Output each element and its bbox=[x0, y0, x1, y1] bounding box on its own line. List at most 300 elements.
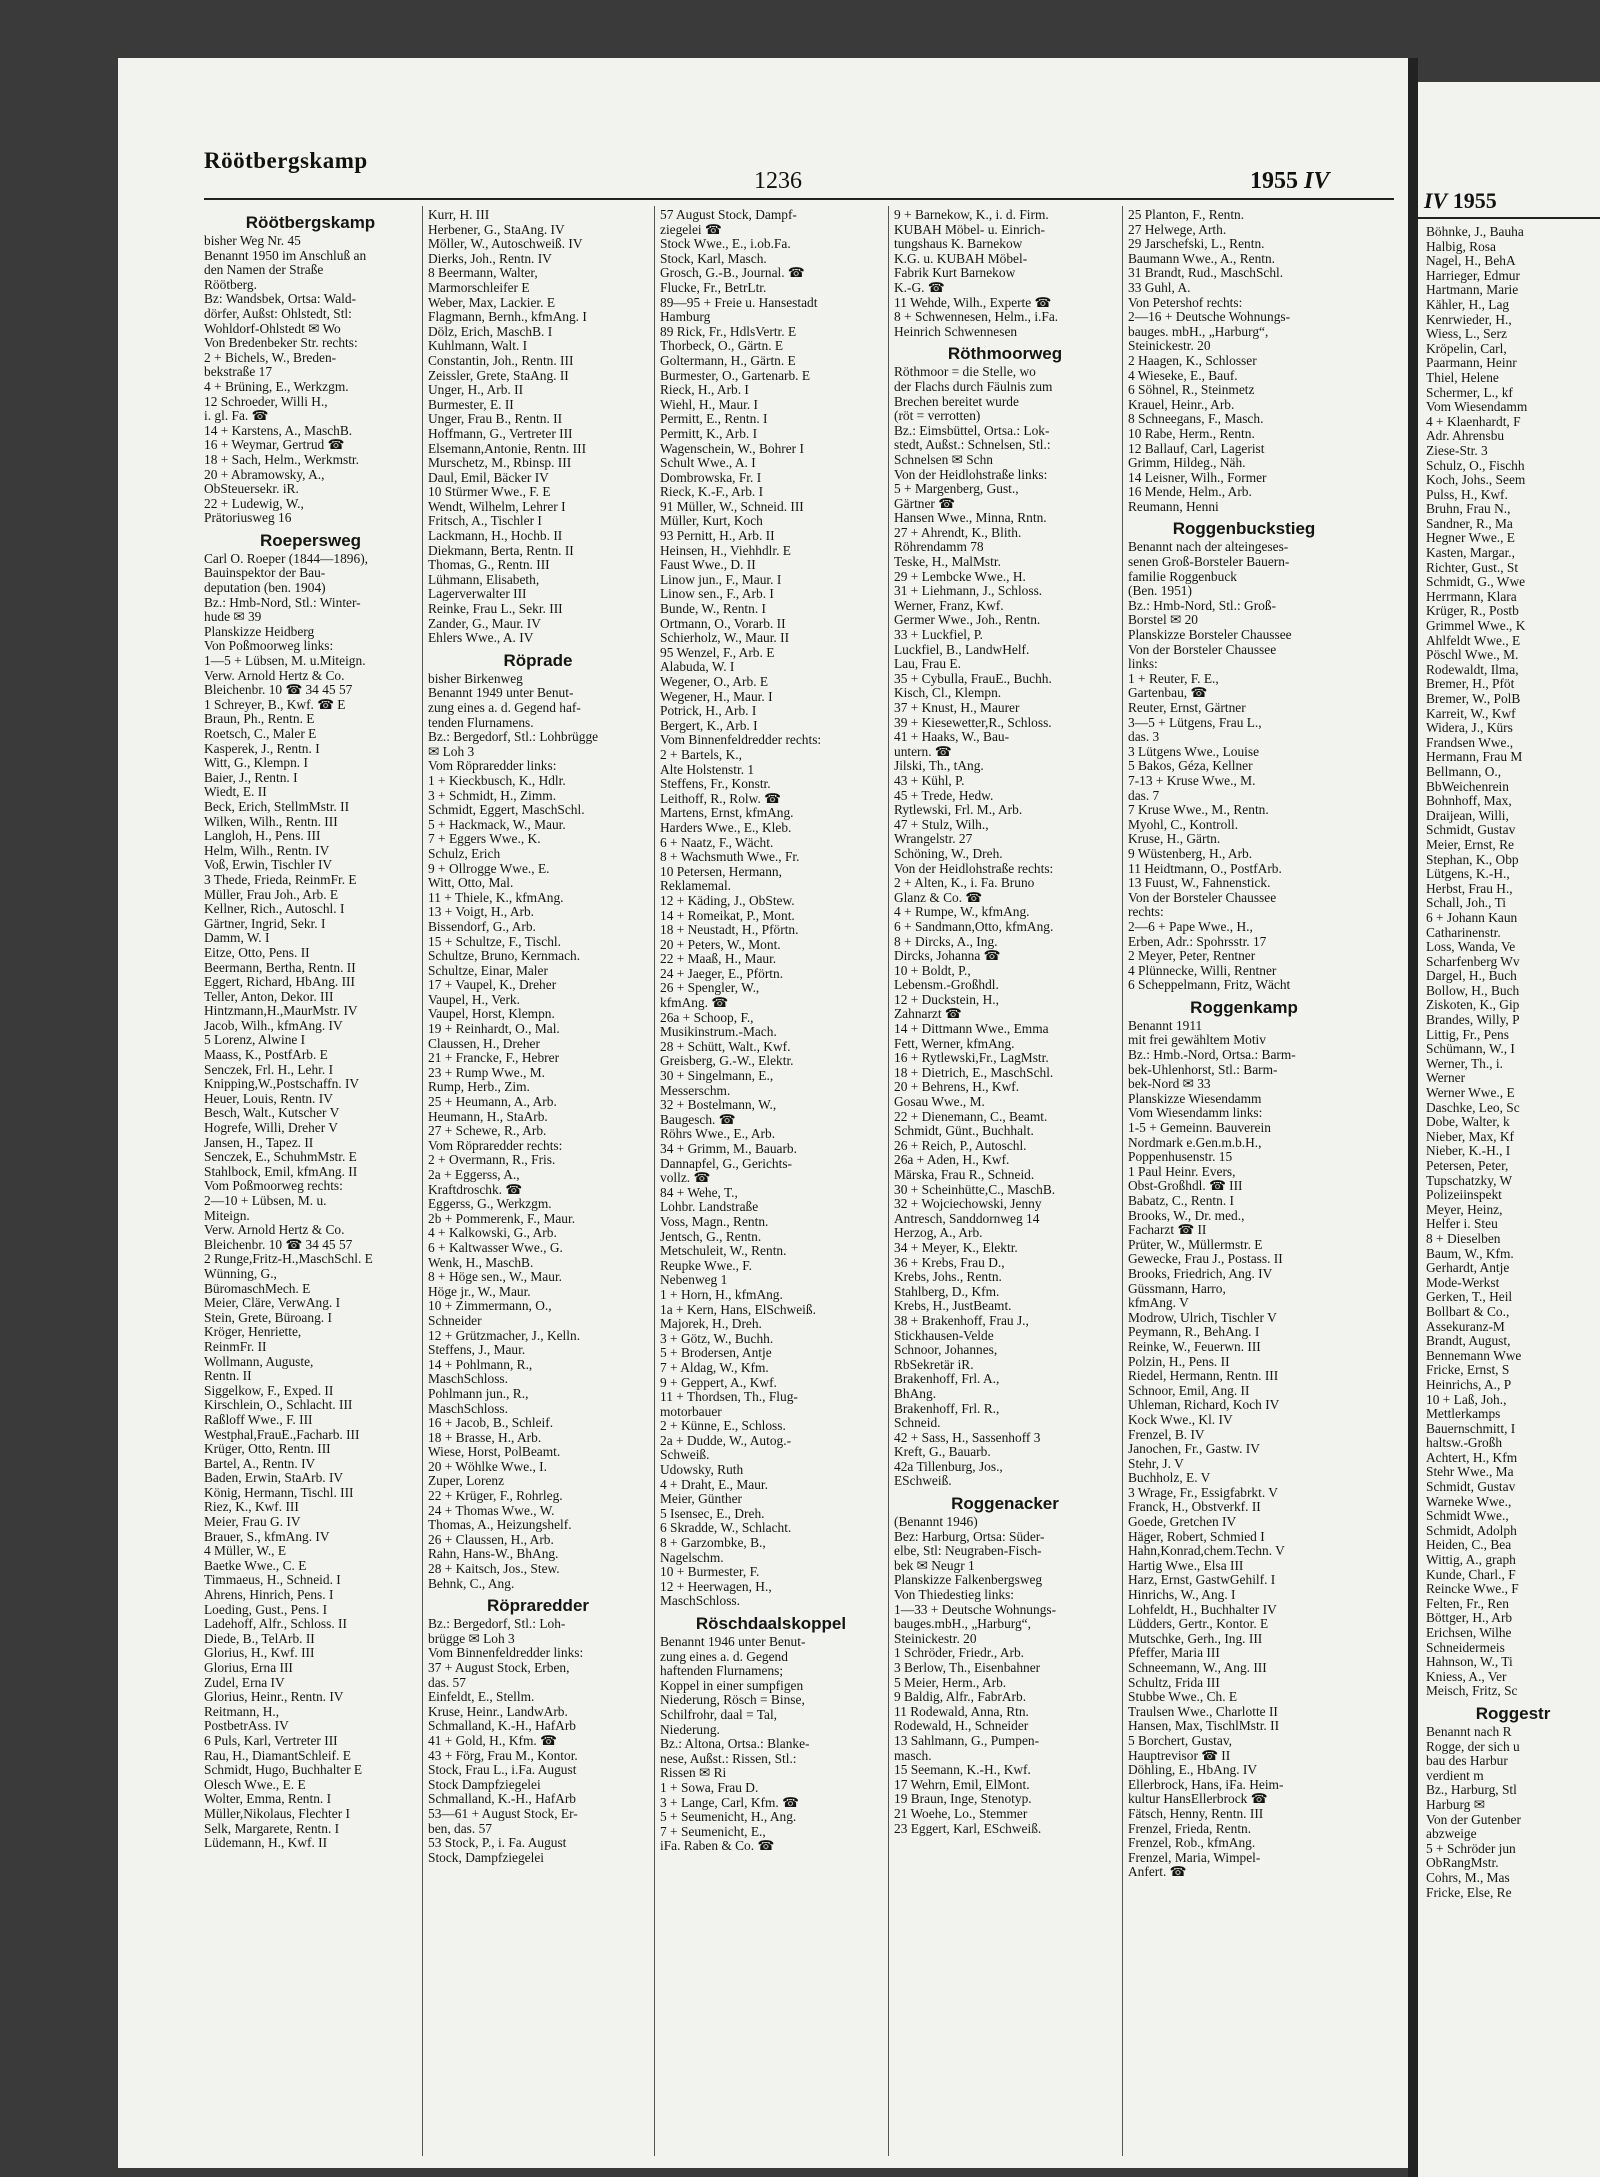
directory-line: 42 + Sass, H., Sassenhoff 3 bbox=[894, 1430, 1041, 1445]
directory-line: bauges. mbH., „Harburg“, bbox=[1128, 324, 1269, 339]
directory-line: Hermann, Frau M bbox=[1426, 750, 1523, 765]
directory-line: BüromaschMech. E bbox=[204, 1281, 311, 1296]
directory-line: Pohlmann jun., R., bbox=[428, 1386, 529, 1401]
directory-line: abzweige bbox=[1426, 1827, 1477, 1842]
directory-line: 34 + Grimm, M., Bauarb. bbox=[660, 1142, 797, 1156]
directory-line: 5 + Seumenicht, H., Ang. bbox=[660, 1810, 797, 1825]
directory-line: Stahlbock, Emil, kfmAng. II bbox=[204, 1164, 358, 1179]
directory-line: Olesch Wwe., E. E bbox=[204, 1777, 306, 1792]
directory-line: Stock Wwe., E., i.ob.Fa. bbox=[660, 237, 791, 252]
directory-line: 10 Stürmer Wwe., F. E bbox=[428, 485, 551, 500]
directory-line: 16 + Rytlewski,Fr., LagMstr. bbox=[894, 1051, 1049, 1066]
directory-line: Kruse, H., Gärtn. bbox=[1128, 832, 1221, 847]
directory-line: Koppel in einer sumpfigen bbox=[660, 1678, 804, 1693]
directory-line: K.-G. ☎ bbox=[894, 280, 945, 295]
directory-line: bau des Harbur bbox=[1426, 1754, 1508, 1769]
directory-line: kultur HansEllerbrock ☎ bbox=[1128, 1792, 1268, 1807]
directory-line: Loss, Wanda, Ve bbox=[1426, 940, 1516, 955]
directory-line: 19 + Reinhardt, O., Mal. bbox=[428, 1022, 560, 1037]
directory-line: 12 + Duckstein, H., bbox=[894, 992, 999, 1007]
directory-line: Sandner, R., Ma bbox=[1426, 516, 1513, 531]
directory-line: Witt, Otto, Mal. bbox=[428, 876, 514, 891]
directory-line: das. 57 bbox=[428, 1675, 466, 1690]
directory-line: ObSteuersekr. iR. bbox=[204, 482, 299, 497]
directory-line: Von Poßmoorweg links: bbox=[204, 639, 334, 654]
directory-line: Vom Röpraredder rechts: bbox=[428, 1138, 563, 1153]
directory-line: Jentsch, G., Rentn. bbox=[660, 1229, 762, 1244]
directory-line: Senczek, E., SchuhmMstr. E bbox=[204, 1150, 357, 1165]
directory-line: Bauinspektor der Bau- bbox=[204, 566, 326, 581]
directory-line: Nebenweg 1 bbox=[660, 1273, 728, 1288]
directory-line: Niederung. bbox=[660, 1722, 720, 1737]
directory-line: 1a + Kern, Hans, ElSchweiß. bbox=[660, 1302, 816, 1317]
directory-line: Schmalland, K.-H., HafArb bbox=[428, 1792, 577, 1807]
directory-line: 7 + Aldag, W., Kfm. bbox=[660, 1360, 769, 1375]
directory-line: Schmidt, Adolph bbox=[1426, 1523, 1517, 1538]
directory-line: Von der Heidlohstraße links: bbox=[894, 467, 1048, 482]
directory-line: Marmorschleifer E bbox=[428, 280, 530, 295]
directory-line: Schnoor, Emil, Ang. II bbox=[1128, 1383, 1250, 1398]
directory-line: Myohl, C., Kontroll. bbox=[1128, 817, 1239, 832]
directory-line: Siggelkow, F., Exped. II bbox=[204, 1383, 334, 1398]
directory-line: Schultz, Frida III bbox=[1128, 1675, 1220, 1690]
directory-line: Werner bbox=[1426, 1071, 1466, 1086]
directory-line: Permitt, K., Arb. I bbox=[660, 426, 758, 441]
directory-line: Brooks, W., Dr. med., bbox=[1128, 1208, 1245, 1223]
directory-line: Herzog, A., Arb. bbox=[894, 1226, 983, 1241]
directory-line: Franck, H., Obstverkf. II bbox=[1128, 1500, 1261, 1515]
directory-line: Jilski, Th., tAng. bbox=[894, 759, 984, 774]
directory-line: 39 + Kiesewetter,R., Schloss. bbox=[894, 715, 1052, 730]
directory-line: Adr. Ahrensbu bbox=[1426, 429, 1505, 444]
directory-line: MaschSchloss. bbox=[428, 1372, 508, 1387]
directory-line: Diekmann, Berta, Rentn. II bbox=[428, 543, 574, 558]
directory-line: Musikinstrum.-Mach. bbox=[660, 1025, 777, 1040]
directory-line: 12 + Grützmacher, J., Kelln. bbox=[428, 1328, 581, 1343]
directory-line: Hansen, Max, TischlMstr. II bbox=[1128, 1719, 1280, 1734]
directory-line: Bz.: Hmb.-Nord, Ortsa.: Barm- bbox=[1128, 1048, 1296, 1063]
directory-line: Kirschlein, O., Schlacht. III bbox=[204, 1398, 353, 1413]
directory-line: Von der Borsteler Chaussee bbox=[1128, 890, 1277, 905]
directory-line: Lüdemann, H., Kwf. II bbox=[204, 1836, 328, 1851]
directory-line: Heuer, Louis, Rentn. IV bbox=[204, 1091, 333, 1106]
directory-line: Weber, Max, Lackier. E bbox=[428, 295, 556, 310]
directory-line: Rogge, der sich u bbox=[1426, 1739, 1520, 1754]
directory-line: Frenzel, Frieda, Rentn. bbox=[1128, 1821, 1252, 1836]
directory-line: 2—10 + Lübsen, M. u. bbox=[204, 1194, 327, 1208]
directory-line: Schult Wwe., A. I bbox=[660, 456, 756, 471]
directory-line: Schümann, W., I bbox=[1426, 1042, 1515, 1057]
directory-line: 3 Lütgens Wwe., Louise bbox=[1128, 744, 1260, 759]
directory-line: 37 + August Stock, Erben, bbox=[428, 1661, 570, 1675]
directory-line: Luckfiel, B., LandwHelf. bbox=[894, 642, 1030, 657]
directory-line: Von Thiedestieg links: bbox=[894, 1588, 1015, 1603]
directory-line: 25 + Heumann, A., Arb. bbox=[428, 1095, 557, 1110]
directory-line: Ziese-Str. 3 bbox=[1426, 443, 1488, 458]
directory-line: 1 + Reuter, F. E., bbox=[1128, 671, 1219, 686]
directory-line: Kähler, H., Lag bbox=[1426, 297, 1510, 312]
directory-line: Ahlfeldt Wwe., E bbox=[1426, 633, 1521, 648]
directory-line: Bartel, A., Rentn. IV bbox=[204, 1456, 316, 1471]
directory-line: 6 + Johann Kaun bbox=[1426, 910, 1518, 925]
directory-line: 6 Scheppelmann, Fritz, Wächt bbox=[1128, 978, 1291, 993]
directory-line: 41 + Gold, H., Kfm. ☎ bbox=[428, 1733, 557, 1748]
directory-line: der Flachs durch Fäulnis zum bbox=[894, 379, 1053, 394]
directory-line: Kock Wwe., Kl. IV bbox=[1128, 1412, 1233, 1427]
directory-line: Lühmann, Elisabeth, bbox=[428, 572, 540, 587]
directory-line: Ehlers Wwe., A. IV bbox=[428, 631, 534, 646]
street-heading: Roggenacker bbox=[951, 1494, 1059, 1514]
directory-line: Nieber, K.-H., I bbox=[1426, 1144, 1511, 1159]
directory-line: MaschSchloss. bbox=[660, 1594, 740, 1609]
directory-line: 10 + Laß, Joh., bbox=[1426, 1392, 1507, 1407]
directory-line: Burmester, O., Gartenarb. E bbox=[660, 368, 811, 383]
directory-line: 26 + Reich, P., Autoschl. bbox=[894, 1138, 1027, 1153]
directory-line: Pöschl Wwe., M. bbox=[1426, 648, 1519, 663]
directory-line: Benannt 1949 unter Benut- bbox=[428, 686, 574, 701]
directory-line: Eitze, Otto, Pens. II bbox=[204, 945, 310, 960]
directory-line: Hartmann, Marie bbox=[1426, 283, 1519, 298]
street-heading: Röpraredder bbox=[486, 1596, 590, 1616]
directory-line: Diede, B., TelArb. II bbox=[204, 1631, 315, 1646]
directory-line: Elsemann,Antonie, Rentn. III bbox=[428, 441, 587, 456]
directory-line: Reincke Wwe., F bbox=[1426, 1582, 1519, 1597]
directory-line: Tupschatzky, W bbox=[1426, 1173, 1513, 1188]
directory-line: Von der Borsteler Chaussee bbox=[1128, 642, 1277, 657]
directory-line: Rytlewski, Frl. M., Arb. bbox=[894, 803, 1023, 818]
directory-line: 20 + Peters, W., Mont. bbox=[660, 937, 781, 952]
year-label: 1955 bbox=[1250, 168, 1298, 194]
directory-line: Beermann, Bertha, Rentn. II bbox=[204, 960, 356, 975]
directory-line: 18 + Sach, Helm., Werkmstr. bbox=[204, 452, 359, 467]
directory-line: 91 Müller, W., Schneid. III bbox=[660, 499, 804, 514]
directory-line: Müller,Nikolaus, Flechter I bbox=[204, 1806, 350, 1821]
directory-line: Krebs, Johs., Rentn. bbox=[894, 1270, 1002, 1285]
street-heading: Röthmoorweg bbox=[947, 344, 1063, 364]
directory-line: Brooks, Friedrich, Ang. IV bbox=[1128, 1266, 1273, 1281]
directory-line: (Ben. 1951) bbox=[1128, 584, 1192, 599]
directory-line: Teske, H., MalMstr. bbox=[894, 555, 1001, 570]
directory-line: Poppenhusenstr. 15 bbox=[1128, 1150, 1233, 1165]
directory-line: 4 + Kalkowski, G., Arb. bbox=[428, 1226, 557, 1241]
directory-line: Müller, Frau Joh., Arb. E bbox=[204, 887, 339, 902]
directory-line: Verw. Arnold Hertz & Co. bbox=[204, 1223, 345, 1238]
directory-line: Schmidt, Günt., Buchhalt. bbox=[894, 1124, 1034, 1139]
directory-line: Riedel, Hermann, Rentn. III bbox=[1128, 1369, 1279, 1384]
directory-line: 22 + Maaß, H., Maur. bbox=[660, 952, 777, 967]
street-heading: Roggenbuckstieg bbox=[1172, 519, 1316, 539]
directory-line: 13 + Voigt, H., Arb. bbox=[428, 905, 535, 920]
directory-line: Hintzmann,H.,MaurMstr. IV bbox=[204, 1004, 358, 1019]
directory-line: 13 Fuust, W., Fahnenstick. bbox=[1128, 876, 1271, 891]
directory-line: Reumann, Henni bbox=[1128, 499, 1219, 514]
directory-line: 14 + Pohlmann, R., bbox=[428, 1357, 533, 1372]
directory-line: Brauer, S., kfmAng. IV bbox=[204, 1529, 330, 1544]
directory-line: Wenk, H., MaschB. bbox=[428, 1255, 534, 1270]
directory-line: Grimm, Hildeg., Näh. bbox=[1128, 456, 1246, 471]
directory-line: 4 + Draht, E., Maur. bbox=[660, 1477, 768, 1492]
directory-line: 5 + Schröder jun bbox=[1426, 1841, 1516, 1856]
directory-line: Kniess, A., Ver bbox=[1426, 1669, 1507, 1684]
directory-line: 13 Sahlmann, G., Pumpen- bbox=[894, 1733, 1040, 1748]
directory-line: Bz.: Hmb-Nord, Stl.: Winter- bbox=[204, 595, 361, 610]
directory-line: mit frei gewähltem Motiv bbox=[1128, 1033, 1266, 1048]
directory-line: Lohfeldt, H., Buchhalter IV bbox=[1128, 1602, 1277, 1617]
directory-line: Rissen ✉ Ri bbox=[660, 1766, 727, 1781]
directory-line: 27 Helwege, Arth. bbox=[1128, 222, 1227, 237]
directory-line: Braun, Ph., Rentn. E bbox=[204, 712, 315, 727]
directory-line: Wohldorf-Ohlstedt ✉ Wo bbox=[204, 321, 341, 336]
directory-line: Fricke, Ernst, S bbox=[1426, 1363, 1510, 1378]
directory-line: 2a + Dudde, W., Autog.- bbox=[660, 1433, 792, 1448]
directory-line: 25 Planton, F., Rentn. bbox=[1128, 208, 1245, 222]
directory-line: 7 Kruse Wwe., M., Rentn. bbox=[1128, 803, 1269, 818]
directory-line: 4 + Brüning, E., Werkzgm. bbox=[204, 379, 349, 394]
directory-line: Lohbr. Landstraße bbox=[660, 1200, 759, 1215]
directory-line: Gerken, T., Heil bbox=[1426, 1290, 1513, 1305]
directory-line: Bz.: Bergedorf, Stl.: Loh- bbox=[428, 1617, 566, 1632]
directory-line: brügge ✉ Loh 3 bbox=[428, 1631, 515, 1646]
directory-line: Goltermann, H., Gärtn. E bbox=[660, 353, 796, 368]
directory-line: untern. ☎ bbox=[894, 744, 952, 759]
directory-line: Schneidermeis bbox=[1426, 1640, 1505, 1655]
directory-line: Nieber, Max, Kf bbox=[1426, 1129, 1514, 1144]
directory-line: Schmidt, Gustav bbox=[1426, 1480, 1516, 1495]
directory-line: Schultze, Bruno, Kernmach. bbox=[428, 949, 581, 964]
directory-line: RbSekretär iR. bbox=[894, 1357, 974, 1372]
directory-line: Hahn,Konrad,chem.Techn. V bbox=[1128, 1544, 1285, 1559]
directory-line: Vom Binnenfeldredder rechts: bbox=[660, 733, 822, 748]
directory-line: Müller, Kurt, Koch bbox=[660, 514, 763, 529]
directory-line: Frenzel, Maria, Wimpel- bbox=[1128, 1850, 1261, 1865]
directory-line: 35 + Cybulla, FrauE., Buchh. bbox=[894, 671, 1052, 686]
directory-line: Kruse, Heinr., LandwArb. bbox=[428, 1704, 568, 1719]
directory-line: Modrow, Ulrich, Tischler V bbox=[1128, 1310, 1277, 1325]
directory-line: Alte Holstenstr. 1 bbox=[660, 762, 755, 777]
directory-line: 24 + Thomas Wwe., W. bbox=[428, 1503, 555, 1518]
directory-line: 8 + Garzombke, B., bbox=[660, 1536, 766, 1551]
directory-line: Heinrichs, A., P bbox=[1426, 1377, 1512, 1392]
directory-line: Kuhlmann, Walt. I bbox=[428, 339, 528, 354]
directory-line: dörfer, Außst: Ohlstedt, Stl: bbox=[204, 306, 352, 321]
directory-line: Gartenbau, ☎ bbox=[1128, 686, 1208, 701]
directory-line: 23 + Rump Wwe., M. bbox=[428, 1065, 546, 1080]
directory-line: den Namen der Straße bbox=[204, 263, 324, 278]
directory-line: Benannt 1911 bbox=[1128, 1018, 1203, 1033]
column-divider bbox=[422, 206, 423, 2156]
directory-line: 32 + Wojciechowski, Jenny bbox=[894, 1197, 1042, 1212]
directory-line: 4 Müller, W., E bbox=[204, 1544, 287, 1559]
directory-line: Thomas, G., Rentn. III bbox=[428, 558, 550, 573]
directory-line: 3 Thede, Frieda, ReinmFr. E bbox=[204, 872, 357, 887]
directory-line: Behnk, C., Ang. bbox=[428, 1576, 515, 1591]
directory-line: tungshaus K. Barnekow bbox=[894, 237, 1023, 252]
directory-line: Herbst, Frau H., bbox=[1426, 881, 1513, 896]
directory-line: Von der Heidlohstraße rechts: bbox=[894, 861, 1054, 876]
directory-line: Obst-Großhdl. ☎ III bbox=[1128, 1179, 1243, 1194]
directory-line: 53 Stock, P., i. Fa. August bbox=[428, 1836, 567, 1851]
left-directory-page bbox=[118, 58, 1408, 2168]
directory-line: Schöning, W., Dreh. bbox=[894, 846, 1003, 861]
directory-line: Glorius, H., Kwf. III bbox=[204, 1646, 315, 1661]
directory-line: Kenrwieder, H., bbox=[1426, 312, 1512, 327]
directory-line: 27 + Schewe, R., Arb. bbox=[428, 1124, 547, 1139]
directory-line: Bollow, H., Buch bbox=[1426, 983, 1520, 998]
directory-line: Baugesch. ☎ bbox=[660, 1112, 736, 1127]
directory-line: Baetke Wwe., C. E bbox=[204, 1558, 307, 1573]
directory-line: Bauernschmitt, I bbox=[1426, 1421, 1516, 1436]
directory-line: Glorius, Erna III bbox=[204, 1661, 293, 1675]
directory-line: Daschke, Leo, Sc bbox=[1426, 1100, 1520, 1115]
directory-line: Bz.: Hmb-Nord, Stl.: Groß- bbox=[1128, 598, 1277, 613]
directory-line: 8 + Höge sen., W., Maur. bbox=[428, 1270, 563, 1285]
directory-line: Bz.: Altona, Ortsa.: Blanke- bbox=[660, 1737, 810, 1752]
directory-line: Dircks, Johanna ☎ bbox=[894, 949, 1001, 964]
directory-line: 14 Leisner, Wilh., Former bbox=[1128, 470, 1267, 485]
directory-line: 47 + Stulz, Wilh., bbox=[894, 817, 989, 832]
directory-line: 2 + Künne, E., Schloss. bbox=[660, 1419, 786, 1434]
directory-line: ESchweiß. bbox=[894, 1474, 952, 1489]
right-year-label: 1955 bbox=[1452, 188, 1497, 213]
directory-line: 22 + Ludewig, W., bbox=[204, 496, 304, 511]
directory-line: ziegelei ☎ bbox=[660, 222, 722, 237]
directory-line: Flucke, Fr., BetrLtr. bbox=[660, 280, 767, 295]
directory-line: Raßloff Wwe., F. III bbox=[204, 1412, 313, 1427]
directory-line: Brechen bereitet wurde bbox=[894, 394, 1019, 409]
directory-line: KUBAH Möbel- u. Einrich- bbox=[894, 222, 1045, 237]
directory-line: 43 + Förg, Frau M., Kontor. bbox=[428, 1748, 578, 1763]
directory-line: Zuper, Lorenz bbox=[428, 1474, 505, 1489]
directory-line: Kröger, Henriette, bbox=[204, 1325, 302, 1340]
directory-line: Von Bredenbeker Str. rechts: bbox=[204, 336, 358, 351]
directory-line: Gerhardt, Antje bbox=[1426, 1261, 1510, 1276]
directory-line: Vaupel, H., Verk. bbox=[428, 992, 520, 1007]
directory-line: Möller, W., Autoschweiß. IV bbox=[428, 237, 583, 252]
directory-line: Ahrens, Hinrich, Pens. I bbox=[204, 1588, 334, 1603]
directory-line: motorbauer bbox=[660, 1404, 722, 1419]
directory-line: 4 + Klaenhardt, F bbox=[1426, 414, 1521, 429]
directory-line: bisher Birkenweg bbox=[428, 671, 523, 686]
directory-line: Wünning, G., bbox=[204, 1266, 277, 1281]
directory-line: Frandsen Wwe., bbox=[1426, 735, 1514, 750]
directory-line: 53—61 + August Stock, Er- bbox=[428, 1806, 578, 1821]
directory-line: Lütgens, K.-H., bbox=[1426, 867, 1510, 882]
directory-line: 9 Baldig, Alfr., FabrArb. bbox=[894, 1690, 1027, 1705]
directory-line: Voß, Erwin, Tischler IV bbox=[204, 858, 333, 873]
directory-line: Fabrik Kurt Barnekow bbox=[894, 266, 1016, 281]
directory-line: Wiess, L., Serz bbox=[1426, 327, 1507, 342]
directory-line: Nagelschm. bbox=[660, 1550, 724, 1565]
directory-line: Kurr, H. III bbox=[428, 208, 490, 222]
directory-line: Facharzt ☎ II bbox=[1128, 1223, 1207, 1238]
directory-line: Schneider bbox=[428, 1313, 482, 1328]
directory-line: 29 + Lembcke Wwe., H. bbox=[894, 569, 1026, 584]
directory-line: Bleichenbr. 10 ☎ 34 45 57 bbox=[204, 683, 353, 698]
directory-line: Hamburg bbox=[660, 310, 711, 325]
directory-line: Böhnke, J., Bauha bbox=[1426, 225, 1524, 239]
directory-line: Udowsky, Ruth bbox=[660, 1463, 744, 1478]
directory-line: Baier, J., Rentn. I bbox=[204, 770, 298, 785]
directory-line: Schierholz, W., Maur. II bbox=[660, 631, 790, 646]
directory-line: Heumann, H., StaArb. bbox=[428, 1109, 548, 1124]
directory-line: Halbig, Rosa bbox=[1426, 239, 1496, 254]
directory-line: Helm, Wilh., Rentn. IV bbox=[204, 843, 330, 858]
directory-line: Catharinenstr. bbox=[1426, 925, 1501, 940]
directory-line: 20 + Abramowsky, A., bbox=[204, 467, 325, 482]
directory-line: Vom Wiesendamm bbox=[1426, 400, 1528, 415]
directory-line: 8 + Schwennesen, Helm., i.Fa. bbox=[894, 310, 1059, 325]
directory-line: Zahnarzt ☎ bbox=[894, 1007, 962, 1022]
directory-line: ReinmFr. II bbox=[204, 1339, 267, 1354]
directory-line: 5 Lorenz, Alwine I bbox=[204, 1033, 306, 1048]
directory-line: Roetsch, C., Maler E bbox=[204, 727, 317, 741]
directory-line: 6 Puls, Karl, Vertreter III bbox=[204, 1733, 338, 1748]
directory-line: BhAng. bbox=[894, 1386, 937, 1401]
directory-line: Burmester, E. II bbox=[428, 397, 514, 412]
directory-line: Rieck, K.-F., Arb. I bbox=[660, 485, 764, 500]
right-header-rule bbox=[1418, 217, 1600, 219]
directory-line: 11 Rodewald, Anna, Rtn. bbox=[894, 1704, 1029, 1719]
directory-line: Fett, Werner, kfmAng. bbox=[894, 1036, 1015, 1051]
directory-line: Meier, Günther bbox=[660, 1492, 743, 1507]
directory-line: Vom Poßmoorweg rechts: bbox=[204, 1179, 343, 1194]
directory-line: 31 Brandt, Rud., MaschSchl. bbox=[1128, 266, 1284, 281]
directory-line: 2 + Alten, K., i. Fa. Bruno bbox=[894, 876, 1035, 891]
directory-line: Schulz, Erich bbox=[428, 846, 501, 861]
directory-line: Schultze, Einar, Maler bbox=[428, 963, 548, 978]
directory-line: Hegner Wwe., E bbox=[1426, 531, 1515, 546]
directory-line: Güssmann, Harro, bbox=[1128, 1281, 1226, 1296]
directory-line: 26 + Spengler, W., bbox=[660, 981, 760, 996]
directory-line: Brandt, August, bbox=[1426, 1334, 1511, 1349]
directory-line: 12 + Heerwagen, H., bbox=[660, 1579, 772, 1594]
directory-line: 33 Guhl, A. bbox=[1128, 280, 1191, 295]
directory-line: Röhrendamm 78 bbox=[894, 540, 984, 555]
directory-line: Hansen Wwe., Minna, Rntn. bbox=[894, 511, 1047, 526]
directory-line: Meyer, Heinz, bbox=[1426, 1202, 1503, 1217]
directory-line: Stehr, J. V bbox=[1128, 1456, 1184, 1471]
directory-line: Thomas, A., Heizungshelf. bbox=[428, 1518, 572, 1533]
directory-line: 84 + Wehe, T., bbox=[660, 1185, 738, 1200]
directory-line: Krebs, H., JustBeamt. bbox=[894, 1299, 1012, 1314]
directory-line: 1 + Sowa, Frau D. bbox=[660, 1780, 759, 1795]
directory-line: Traulsen Wwe., Charlotte II bbox=[1128, 1704, 1278, 1719]
directory-line: elbe, Stl: Neugraben-Fisch- bbox=[894, 1544, 1042, 1559]
directory-line: Bz.: Bergedorf, Stl.: Lohbrügge bbox=[428, 730, 599, 745]
directory-line: 11 + Thiele, K., kfmAng. bbox=[428, 890, 564, 905]
directory-line: 93 Pernitt, H., Arb. II bbox=[660, 529, 775, 544]
directory-line: 11 Heidtmann, O., PostfArb. bbox=[1128, 861, 1282, 876]
directory-line: Wiese, Horst, PolBeamt. bbox=[428, 1445, 561, 1460]
directory-column-1 bbox=[204, 208, 417, 2158]
directory-line: Meier, Cläre, VerwAng. I bbox=[204, 1296, 341, 1311]
directory-line: Kröpelin, Carl, bbox=[1426, 341, 1507, 356]
right-directory-page bbox=[1418, 82, 1600, 2177]
directory-line: 30 + Scheinhütte,C., MaschB. bbox=[894, 1182, 1056, 1197]
directory-line: Hauptrevisor ☎ II bbox=[1128, 1748, 1231, 1763]
page-number: 1236 bbox=[754, 168, 802, 194]
directory-line: 8 Schneegans, F., Masch. bbox=[1128, 412, 1264, 427]
directory-line: Wegener, O., Arb. E bbox=[660, 675, 769, 689]
directory-line: bek-Nord ✉ 33 bbox=[1128, 1077, 1211, 1092]
directory-line: 6 + Naatz, F., Wächt. bbox=[660, 835, 774, 850]
directory-line: Paarmann, Heinr bbox=[1426, 356, 1517, 371]
directory-line: Littig, Fr., Pens bbox=[1426, 1027, 1509, 1042]
directory-line: Stein, Grete, Büroang. I bbox=[204, 1310, 332, 1325]
directory-line: 6 + Kaltwasser Wwe., G. bbox=[428, 1240, 563, 1255]
directory-line: Thiel, Helene bbox=[1426, 370, 1499, 385]
directory-line: Stock Dampfziegelei bbox=[428, 1777, 541, 1792]
